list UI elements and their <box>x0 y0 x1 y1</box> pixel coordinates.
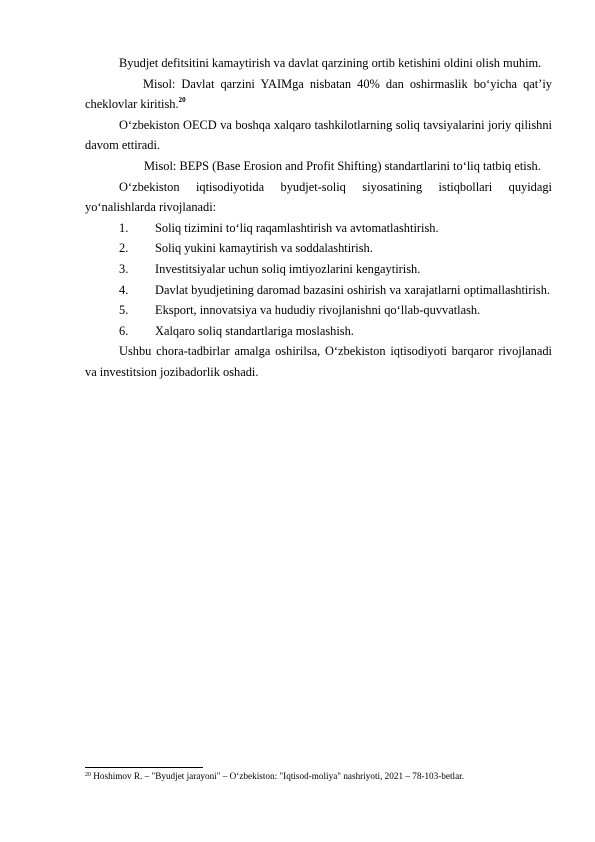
list-number: 4. <box>119 282 129 297</box>
paragraph-text: Misol: BEPS (Base Erosion and Profit Shifting) standartlarini to‘liq tatbiq etish. <box>144 158 541 173</box>
list-item-text: Soliq tizimini to‘liq raqamlashtirish va avtomatlashtirish. <box>155 220 439 235</box>
paragraph-example-debt <box>85 74 552 115</box>
list-number: 2. <box>119 241 129 256</box>
paragraph-text: O‘zbekiston iqtisodiyotida byudjet-soliq siyosatining istiqbollari quyidagi yo‘nalishlarda rivojlanadi: <box>85 179 552 215</box>
list-item <box>85 238 552 259</box>
footnote-number: 20 <box>85 772 91 778</box>
body-text <box>85 53 552 383</box>
list-item-text: Davlat byudjetining daromad bazasini oshirish va xarajatlarni optimallashtirish. <box>155 282 551 297</box>
list-item <box>85 280 552 301</box>
footnote <box>85 770 555 782</box>
list-number: 5. <box>119 303 129 318</box>
paragraph-conclusion <box>85 341 552 382</box>
list-number: 1. <box>119 220 129 235</box>
list-item <box>85 218 552 239</box>
list-item-text: Eksport, innovatsiya va hududiy rivojlanishni qo‘llab-quvvatlash. <box>155 303 481 318</box>
list-number: 6. <box>119 323 129 338</box>
list-item-text: Investitsiyalar uchun soliq imtiyozlarini kengaytirish. <box>155 261 421 276</box>
paragraph-text: Ushbu chora-tadbirlar amalga oshirilsa, O‘zbekiston iqtisodiyoti barqaror rivojlanadi va investitsion jozibadorlik oshadi. <box>85 344 552 379</box>
list-item-text: Soliq yukini kamaytirish va soddalashtirish. <box>155 241 373 256</box>
list-item <box>85 321 552 342</box>
paragraph-example-beps <box>85 156 552 177</box>
list-item <box>85 259 552 280</box>
list-item <box>85 300 552 321</box>
list-item-text: Xalqaro soliq standartlariga moslashish. <box>155 323 354 338</box>
paragraph-deficit <box>85 53 552 74</box>
list-number: 3. <box>119 261 129 276</box>
prospects-list <box>85 218 552 342</box>
paragraph-text: Misol: Davlat qarzini YAIMga nisbatan 40% dan oshirmaslik bo‘yicha qat’iy cheklovlar kiritish. <box>85 76 552 112</box>
footnote-text: Hoshimov R. – "Byudjet jarayoni" – O‘zbekiston: "Iqtisod-moliya" nashriyoti, 2021 – 78-103-betlar. <box>91 771 465 781</box>
footnote-reference[interactable]: 20 <box>178 96 186 105</box>
footnote-divider <box>85 767 203 768</box>
paragraph-text: O‘zbekiston OECD va boshqa xalqaro tashkilotlarning soliq tavsiyalarini joriy qilishni davom ettiradi. <box>85 117 552 153</box>
paragraph-prospects <box>85 177 552 218</box>
paragraph-oecd <box>85 115 552 156</box>
paragraph-text: Byudjet defitsitini kamaytirish va davlat qarzining ortib ketishini oldini olish muhim. <box>119 56 542 70</box>
